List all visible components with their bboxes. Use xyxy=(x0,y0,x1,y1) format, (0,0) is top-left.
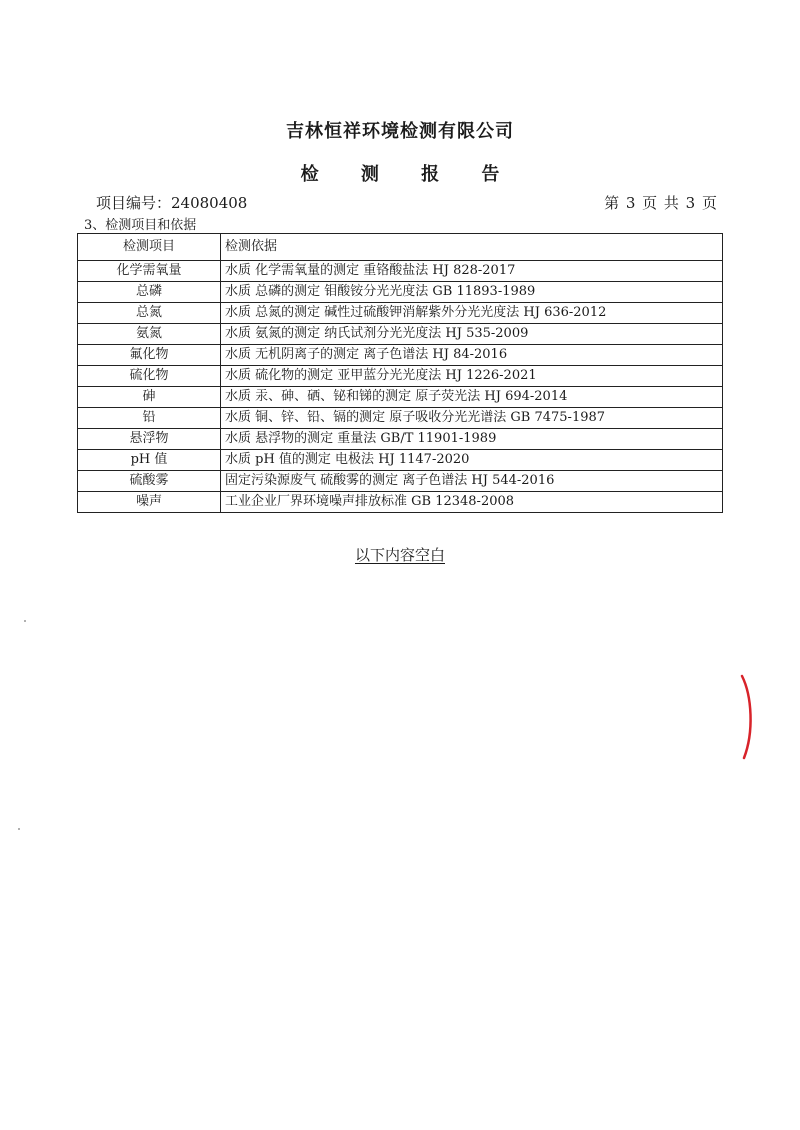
blank-content-note-text: 以下内容空白 xyxy=(354,546,445,564)
item-cell: 总氮 xyxy=(78,303,221,324)
page-info: 第 3 页 共 3 页 xyxy=(604,194,718,212)
table-row xyxy=(78,492,723,513)
scan-speck xyxy=(18,828,20,830)
scan-speck xyxy=(24,620,26,622)
item-cell: 铅 xyxy=(78,408,221,429)
item-cell: 氨氮 xyxy=(78,324,221,345)
seal-stamp-arc xyxy=(742,676,751,758)
section-title: 3、检测项目和依据 xyxy=(84,218,197,233)
basis-cell: 水质 pH 值的测定 电极法 HJ 1147-2020 xyxy=(221,450,723,471)
column-header-basis: 检测依据 xyxy=(221,234,723,261)
basis-cell: 水质 化学需氧量的测定 重铬酸盐法 HJ 828-2017 xyxy=(221,261,723,282)
table-row xyxy=(78,324,723,345)
item-cell: 化学需氧量 xyxy=(78,261,221,282)
basis-cell: 固定污染源废气 硫酸雾的测定 离子色谱法 HJ 544-2016 xyxy=(221,471,723,492)
table-row xyxy=(78,261,723,282)
basis-cell: 工业企业厂界环境噪声排放标准 GB 12348-2008 xyxy=(221,492,723,513)
basis-cell: 水质 硫化物的测定 亚甲蓝分光光度法 HJ 1226-2021 xyxy=(221,366,723,387)
basis-cell: 水质 悬浮物的测定 重量法 GB/T 11901-1989 xyxy=(221,429,723,450)
company-name: 吉林恒祥环境检测有限公司 xyxy=(286,121,514,142)
table-row xyxy=(78,429,723,450)
report-title: 检 测 报 告 xyxy=(300,164,518,185)
table-header-row xyxy=(78,234,723,261)
item-cell: 硫化物 xyxy=(78,366,221,387)
basis-cell: 水质 总氮的测定 碱性过硫酸钾消解紫外分光光度法 HJ 636-2012 xyxy=(221,303,723,324)
basis-cell: 水质 铜、锌、铅、镉的测定 原子吸收分光光谱法 GB 7475-1987 xyxy=(221,408,723,429)
project-number: 项目编号：24080408 xyxy=(96,194,248,212)
item-cell: pH 值 xyxy=(78,450,221,471)
table-row xyxy=(78,387,723,408)
table-row xyxy=(78,450,723,471)
item-cell: 总磷 xyxy=(78,282,221,303)
table-row xyxy=(78,366,723,387)
basis-cell: 水质 总磷的测定 钼酸铵分光光度法 GB 11893-1989 xyxy=(221,282,723,303)
table-row xyxy=(78,345,723,366)
test-items-table xyxy=(77,233,723,513)
item-cell: 砷 xyxy=(78,387,221,408)
basis-cell: 水质 无机阴离子的测定 离子色谱法 HJ 84-2016 xyxy=(221,345,723,366)
seal-stamp-edge xyxy=(738,674,758,760)
blank-content-note xyxy=(0,544,800,565)
column-header-item: 检测项目 xyxy=(78,234,221,261)
item-cell: 噪声 xyxy=(78,492,221,513)
table-row xyxy=(78,471,723,492)
table-row xyxy=(78,282,723,303)
report-meta-row xyxy=(96,192,718,212)
basis-cell: 水质 汞、砷、硒、铋和锑的测定 原子荧光法 HJ 694-2014 xyxy=(221,387,723,408)
item-cell: 硫酸雾 xyxy=(78,471,221,492)
item-cell: 悬浮物 xyxy=(78,429,221,450)
item-cell: 氟化物 xyxy=(78,345,221,366)
table-row xyxy=(78,408,723,429)
basis-cell: 水质 氨氮的测定 纳氏试剂分光光度法 HJ 535-2009 xyxy=(221,324,723,345)
table-row xyxy=(78,303,723,324)
